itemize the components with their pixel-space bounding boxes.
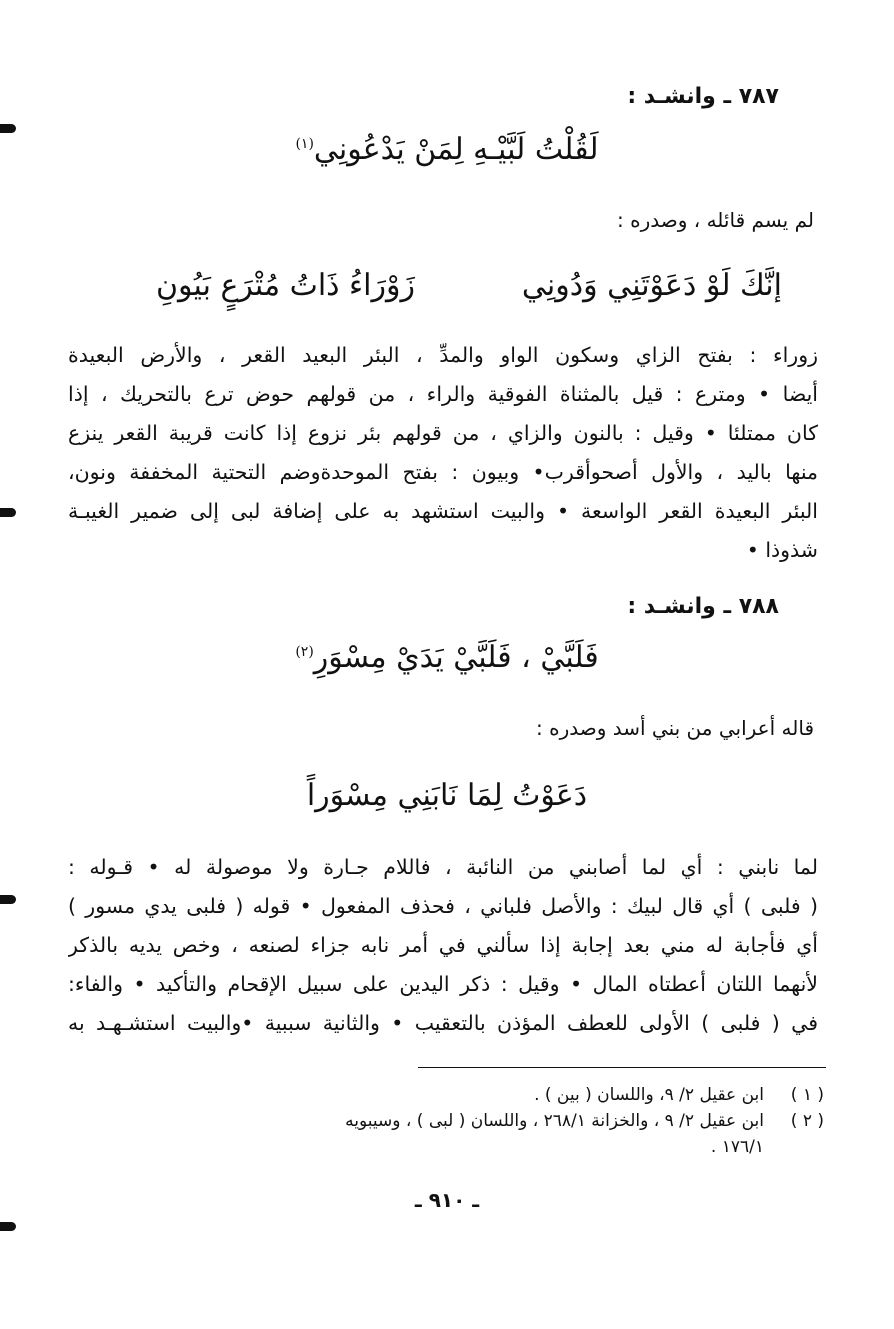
text-line: منها باليد ، والأول أصحوأقرب• وبيون : بفتح الموحدةوضم التحتية المخففة ونون، (68, 460, 818, 484)
text-line: أيضا • ومترع : قيل بالمثناة الفوقية والراء ، من قولهم حوض ترع بالتحريك ، إذا (68, 382, 818, 406)
text-line: زوراء : بفتح الزاي وسكون الواو والمدِّ ، البئر البعيد القعر ، والأرض البعيدة (68, 343, 818, 367)
hemistich-right: إنَّكَ لَوْ دَعَوْتَنِي وَدُونِي (521, 268, 782, 303)
text-line: ( فلبى ) أي قال لبيك : والأصل فلباني ، فحذف المفعول • قوله ( فلبى يدي مسور ) (68, 894, 818, 918)
text-line: لأنهما اللتان أعطتاه المال • وقيل : ذكر اليدين على سبيل الإقحام والتأكيد • والفاء: (68, 972, 818, 996)
page-number: ـ ٩١٠ ـ (414, 1188, 480, 1212)
footnote-text: ابن عقيل ٢/ ٩، واللسان ( بين ) . (534, 1085, 764, 1105)
footnote-number: ( ٢ ) (790, 1111, 824, 1131)
text-line: البئر البعيدة القعر الواسعة • والبيت استشهد به على إضافة لبى إلى ضمير الغيبـة (68, 499, 818, 523)
footnote-text: ١٧٦/١ . (710, 1137, 764, 1157)
section-heading-788: ٧٨٨ ـ وانشـد : (627, 594, 779, 619)
text-line: أي فأجابة له مني بعد إجابة إذا سألني في أمر نابه جزاء لصنعه ، وخص يديه بالذكر (68, 933, 818, 957)
verse-text: فَلَبَّيْ ، فَلَبَّيْ يَدَيْ مِسْوَرِ (313, 640, 599, 675)
margin-mark (0, 1222, 16, 1231)
margin-mark (0, 508, 16, 517)
verse-intro-787: لم يسم قائله ، وصدره : (617, 208, 814, 232)
commentary-787 (68, 336, 818, 570)
footnote-1 (534, 1083, 824, 1107)
footnote-ref-1: (١) (295, 136, 314, 152)
footnote-number: ( ١ ) (790, 1085, 824, 1105)
verse-787 (0, 132, 894, 167)
text-line: كان ممتلئا • وقيل : بالنون والزاي ، من قولهم بئر نزوع إذا كانت قريبة القعر ينزع (68, 421, 818, 445)
text-line: شذوذا • (746, 538, 818, 562)
margin-mark (0, 895, 16, 904)
footnote-text: ابن عقيل ٢/ ٩ ، والخزانة ٢٦٨/١ ، واللسان ( لبى ) ، وسيبويه (345, 1111, 764, 1131)
text-line: في ( فلبى ) الأولى للعطف المؤذن بالتعقيب • والثانية سببية •والبيت استشـهـد به (68, 1011, 818, 1035)
footnote-divider (418, 1067, 826, 1068)
commentary-788 (68, 848, 818, 1043)
section-heading-787: ٧٨٧ ـ وانشـد : (627, 84, 779, 109)
footnote-ref-2: (٢) (295, 644, 314, 660)
verse-text: لَقُلْتُ لَبَّيْـهِ لِمَنْ يَدْعُونِي (313, 132, 599, 167)
verse-intro-788: قاله أعرابي من بني أسد وصدره : (536, 716, 814, 740)
verse-788 (0, 640, 894, 675)
footnote-2 (345, 1109, 824, 1133)
hemistich-788: دَعَوْتُ لِمَا نَابَنِي مِسْوَراً (306, 778, 588, 813)
hemistich-left: زَوْرَاءُ ذَاتُ مُتْرَعٍ بَيُونِ (156, 268, 415, 303)
text-line: لما نابني : أي لما أصابني من النائبة ، فاللام جـارة ولا موصولة له • قـوله : (68, 855, 818, 879)
footnote-2-continued (711, 1135, 824, 1159)
